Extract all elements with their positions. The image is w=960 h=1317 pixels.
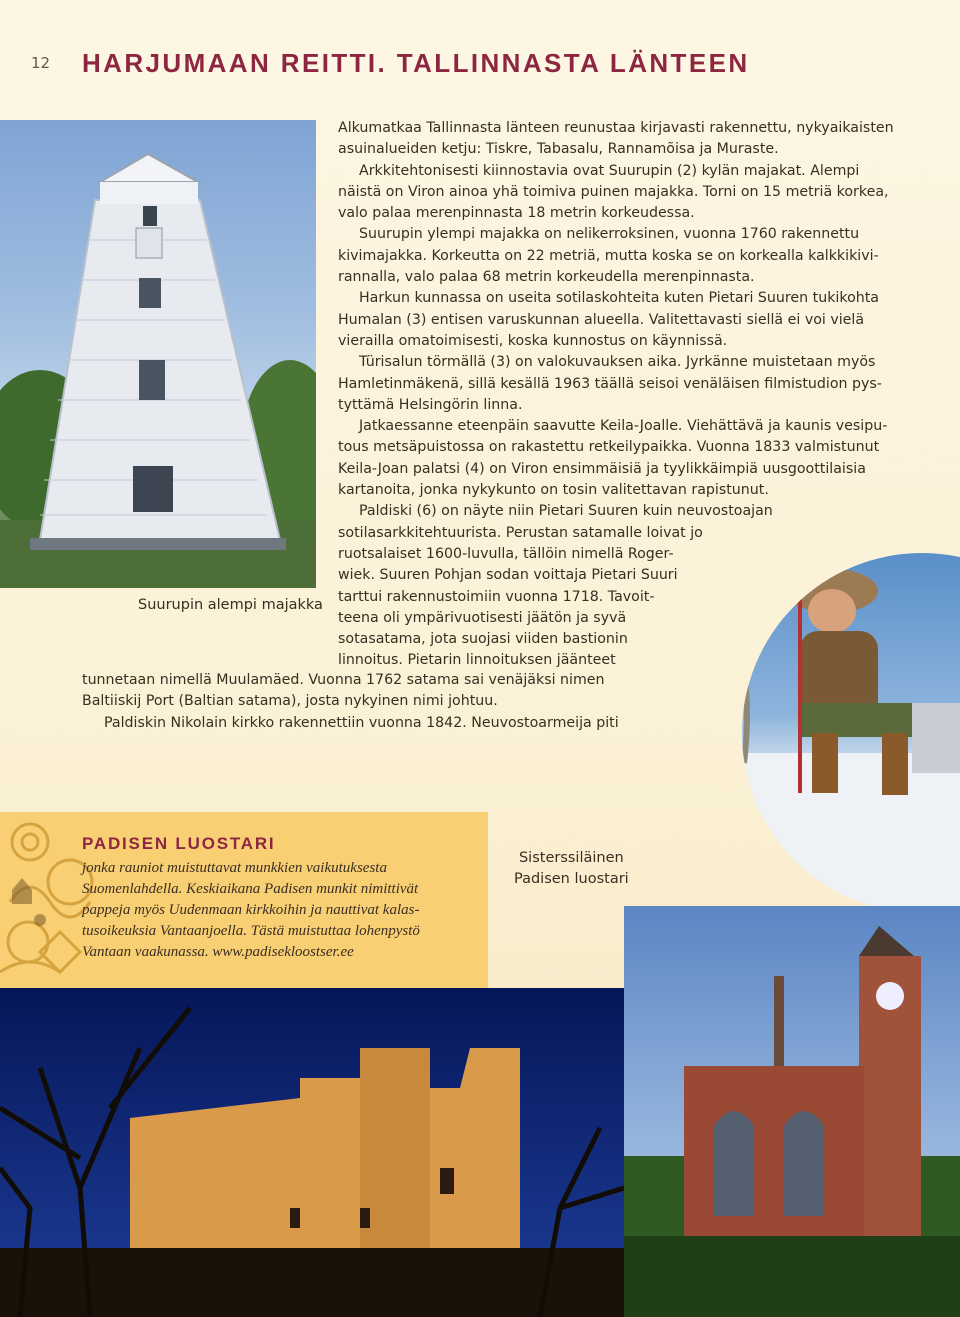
paragraph-5: Türisalun törmällä (3) on valokuvauksen aika. Jyrkänne muistetaan myös Hamletinmäkenä, sillä kesällä 1963 täällä seisoi venäläisen filmistudion pys- tyttämä Helsingörin linna. [338, 354, 882, 413]
lighthouse-photo [0, 120, 316, 588]
brick-building-photo [624, 906, 960, 1317]
lighthouse-caption: Suurupin alempi majakka [138, 597, 323, 613]
main-article [338, 118, 894, 672]
paragraph-1: Alkumatkaa Tallinnasta länteen reunustaa kirjavasti rakennettu, nykyaikaisten asuinalueiden ketju: Tiskre, Tabasalu, Rannamõisa ja Muraste. [338, 120, 894, 158]
sidebar-text: jonka rauniot muistuttavat munkkien vaikutuksesta Suomenlahdella. Keskiaikana Padisen munkit nimittivät pappeja myös Uudenmaan kirkkoihin ja nauttivat kalas- tusoikeuksia Vantaanjoella. Tästä muistuttaa lohenpystö Vantaan vaakunassa. www.padisekloostser.ee [82, 860, 420, 960]
monastery-caption: Sisterssiläinen Padisen luostari [514, 850, 629, 887]
paragraph-6: Jatkaessanne eteenpäin saavutte Keila-Joalle. Viehättävä ja kaunis vesipu- tous metsäpuistossa on rakastettu retkeilypaikka. Vuonna 1833 valmistunut Keila-Joan palatsi (4) on Viron ensimmäisiä ja tyylikkäimpiä uusgoottilaisia kartanoita, jonka nykykunto on tosin valitettavan rapistunut. [338, 418, 888, 499]
paragraph-3: Suurupin ylempi majakka on nelikerroksinen, vuonna 1760 rakennettu kivimajakka. Korkeutta on 22 metriä, mutta koska se on korkealla kalkkikivi- rannalla, valo palaa 68 metrin korkeudella merenpinnasta. [338, 226, 879, 286]
padise-ruins-photo [0, 988, 624, 1317]
page-title: HARJUMAAN REITTI. TALLINNASTA LÄNTEEN [82, 48, 750, 78]
paragraph-4: Harkun kunnassa on useita sotilaskohteita kuten Pietari Suuren tukikohta Humalan (3) entisen varuskunnan alueella. Valitettavasti siellä ei voi vielä vierailla omatoimisesti, koska kunnostus on käynnissä. [338, 290, 880, 349]
article-continuation: tunnetaan nimellä Muulamäed. Vuonna 1762 satama sai venäjäksi nimen Baltiiskij Port (Baltian satama), josta nykyinen nimi johtuu. Paldiskin Nikolain kirkko rakennettiin vuonna 1842. Neuvostoarmeija piti [82, 672, 619, 731]
paragraph-2: Arkkitehtonisesti kiinnostavia ovat Suurupin (2) kylän majakat. Alempi näistä on Viron ainoa yhä toimiva puinen majakka. Torni on 15 metriä korkea, valo palaa merenpinnasta 18 metrin korkeudessa. [338, 162, 889, 222]
sidebar-heading: PADISEN LUOSTARI [82, 834, 276, 853]
paragraph-7: Paldiski (6) on näyte niin Pietari Suuren kuin neuvostoajan sotilasarkkitehtuurista. Perustan satamalle loivat jo ruotsalaiset 1600-luvulla, tällöin nimellä Roger- wiek. Suuren Pohjan sodan voittaja Pietari Suuri tarttui rakennustoimiin vuonna 1718. Tavoit- teena oli ympärivuotisesti jäätön ja syvä sotasatama, jota suojasi viiden bastionin linnoitus. Pietarin linnoituksen jäänteet [338, 503, 773, 669]
page-number: 12 [31, 54, 51, 72]
